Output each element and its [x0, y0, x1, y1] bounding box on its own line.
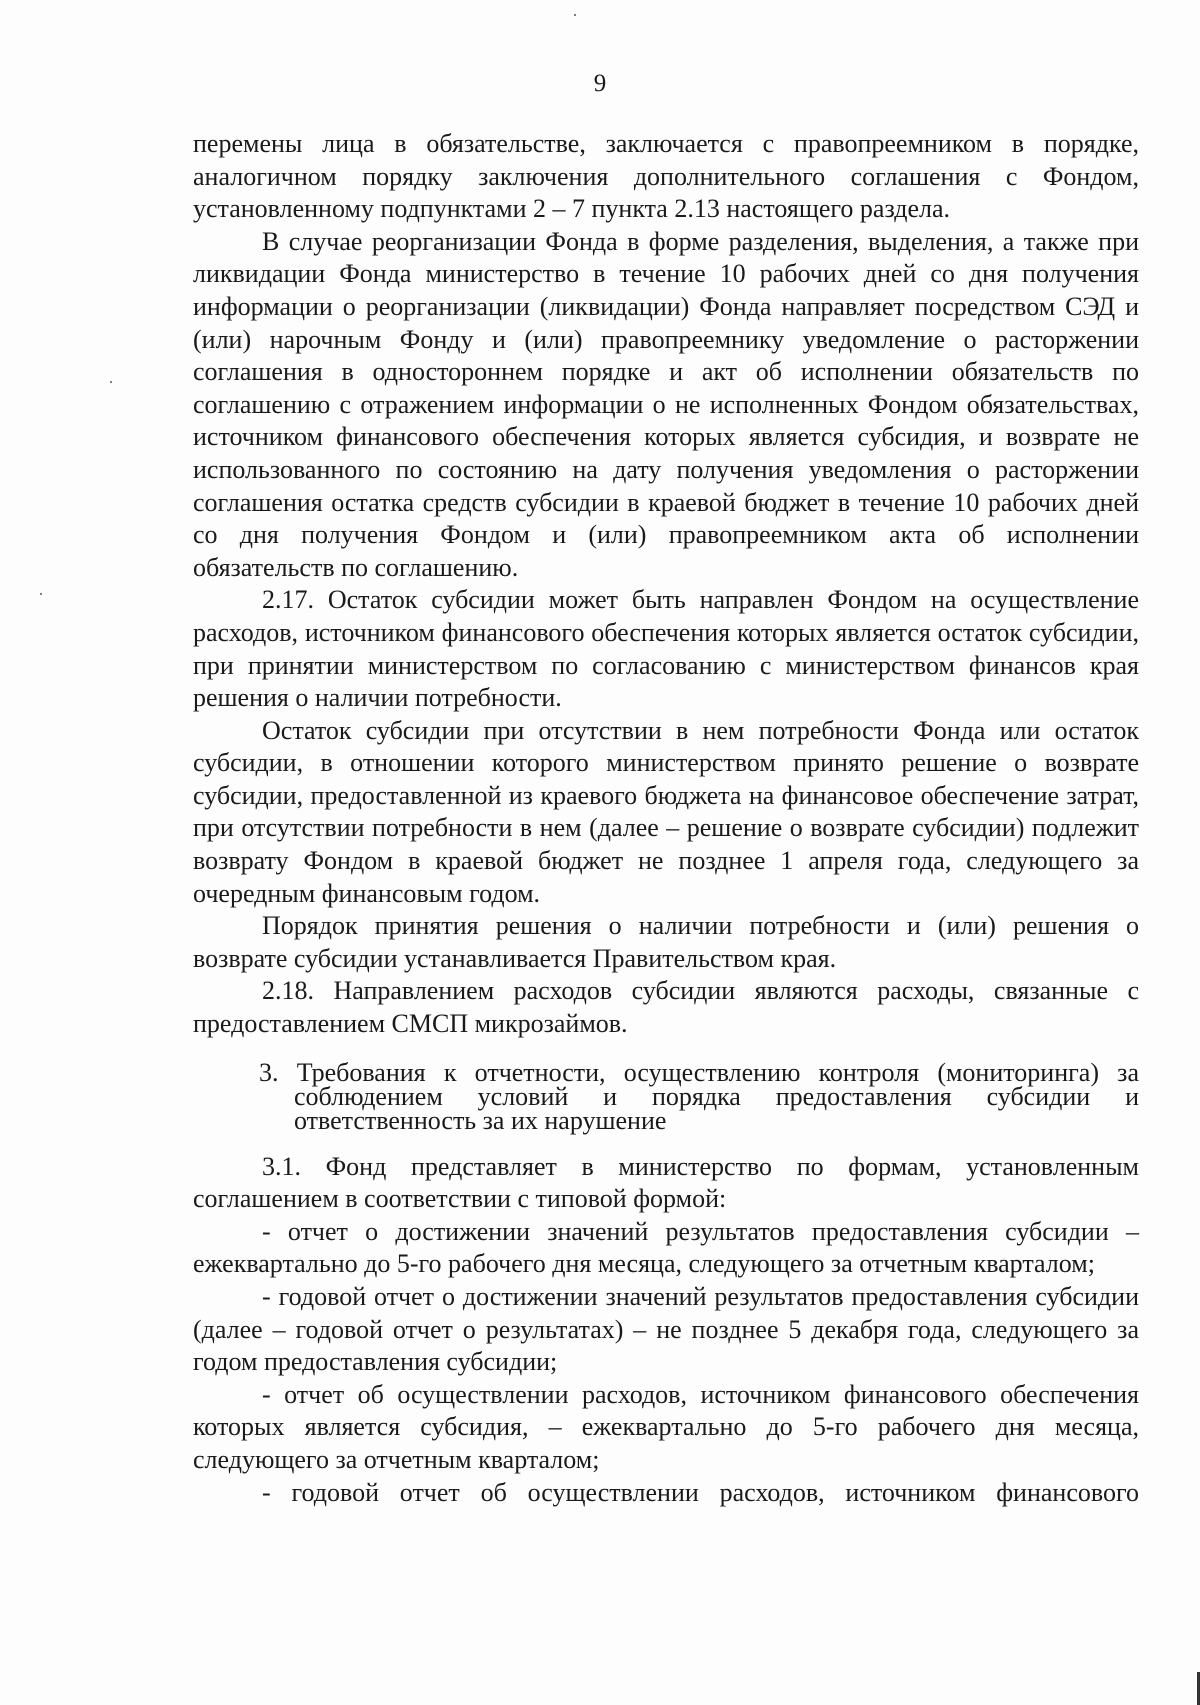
scan-speck: [574, 14, 576, 16]
paragraph-2-18: 2.18. Направлением расходов субсидии являются расходы, связанные с предоставлением СМСП микрозаймов.: [193, 976, 1139, 1039]
list-item-annual-results-report: - годовой отчет о достижении значений результатов предоставления субсидии (далее – годовой отчет о результатах) – не позднее 5 декабря года, следующего за годом предоставления субсидии;: [193, 1282, 1139, 1377]
scan-speck: [110, 381, 112, 383]
list-item-quarterly-expenses-report: - отчет об осуществлении расходов, источником финансового обеспечения которых является субсидия, – ежеквартально до 5-го рабочего дня месяца, следующего за отчетным кварталом;: [193, 1379, 1139, 1474]
list-item-quarterly-results-report: - отчет о достижении значений результатов предоставления субсидии – ежеквартально до 5-го рабочего дня месяца, следующего за отчетным кварталом;: [193, 1216, 1139, 1279]
paragraph-decision-procedure: Порядок принятия решения о наличии потребности и (или) решения о возврате субсидии устанавливается Правительством края.: [193, 911, 1139, 973]
page-body: [193, 128, 1139, 1509]
paragraph-continuation: перемены лица в обязательстве, заключается с правопреемником в порядке, аналогичном порядку заключения дополнительного соглашения с Фондом, установленному подпунктами 2 – 7 пункта 2.13 настоящего раздела.: [193, 129, 1139, 224]
paragraph-2-17: 2.17. Остаток субсидии может быть направлен Фондом на осуществление расходов, источником финансового обеспечения которых является остаток субсидии, при принятии министерством по согласованию с министерством финансов края решения о наличии потребности.: [193, 585, 1139, 713]
paragraph-3-1: 3.1. Фонд представляет в министерство по формам, установленным соглашением в соответствии с типовой формой:: [193, 1151, 1139, 1214]
scan-speck: [40, 593, 42, 595]
page-number: 9: [593, 70, 607, 97]
section-3-heading: 3. Требования к отчетности, осуществлению контроля (мониторинга) за соблюдением условий и порядка предоставления субсидии и ответственность за их нарушение: [259, 1057, 1139, 1135]
paragraph-subsidy-remainder: Остаток субсидии при отсутствии в нем потребности Фонда или остаток субсидии, в отношении которого министерством принято решение о возврате субсидии, предоставленной из краевого бюджета на финансовое обеспечение затрат, при отсутствии потребности в нем (далее – решение о возврате субсидии) подлежит возврату Фондом в краевой бюджет не позднее 1 апреля года, следующего за очередным финансовым годом.: [193, 715, 1139, 908]
paragraph-reorganization: В случае реорганизации Фонда в форме разделения, выделения, а также при ликвидации Фонда министерство в течение 10 рабочих дней со дня получения информации о реорганизации (ликвидации) Фонда направляет посредством СЭД и (или) нарочным Фонду и (или) правопреемнику уведомление о расторжении соглашения в одностороннем порядке и акт об исполнении обязательств по соглашению с отражением информации о не исполненных Фондом обязательствах, источником финансового обеспечения которых является субсидия, и возврате не использованного по состоянию на дату получения уведомления о расторжении соглашения остатка средств субсидии в краевой бюджет в течение 10 рабочих дней со дня получения Фондом и (или) правопреемником акта об исполнении обязательств по соглашению.: [193, 226, 1139, 582]
list-item-annual-expenses-report: - годовой отчет об осуществлении расходов, источником финансового: [262, 1477, 1139, 1507]
